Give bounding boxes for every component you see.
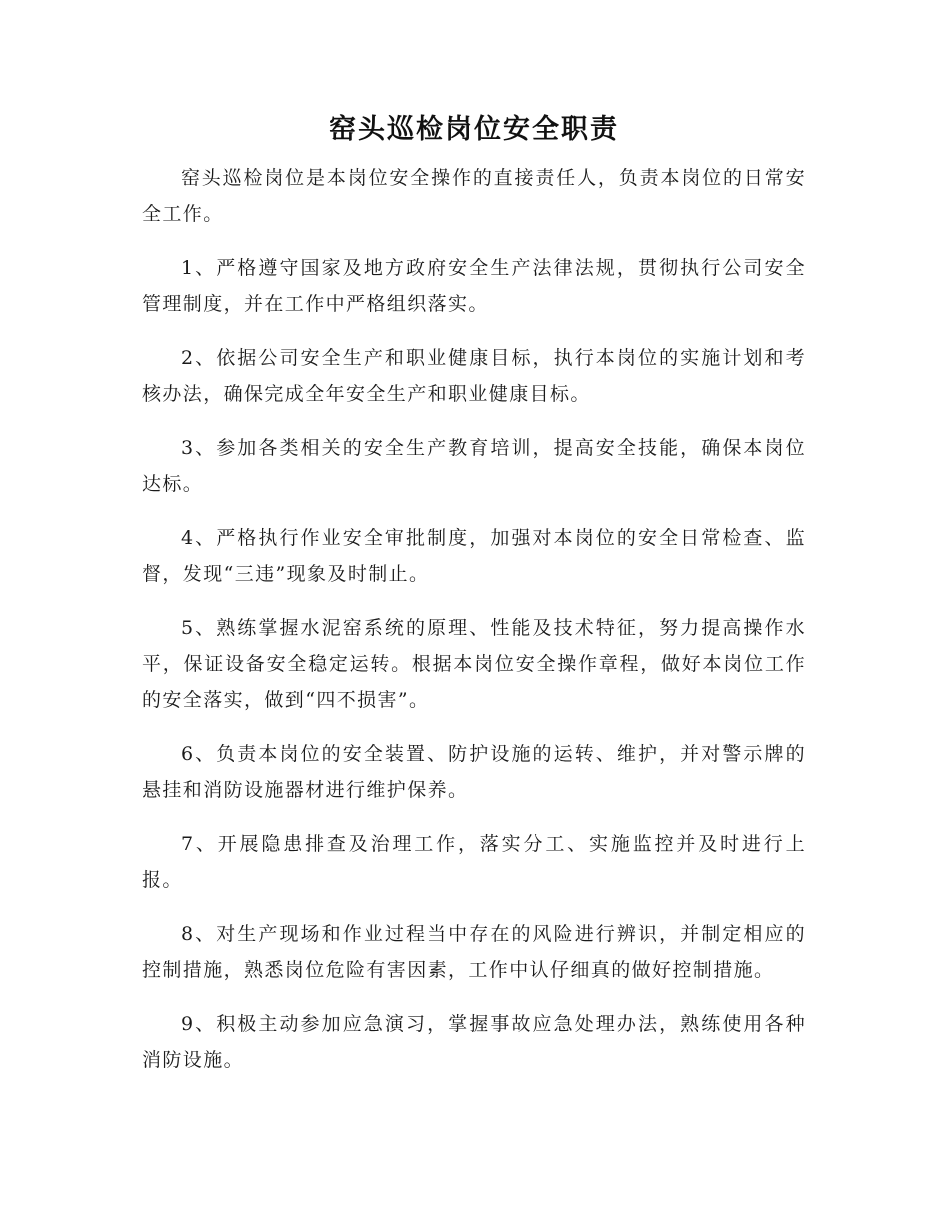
duty-item-8: 8、对生产现场和作业过程当中存在的风险进行辨识，并制定相应的控制措施，熟悉岗位危险有害因素，工作中认仔细真的做好控制措施。 — [142, 923, 806, 981]
duty-item-7: 7、开展隐患排查及治理工作，落实分工、实施监控并及时进行上报。 — [142, 833, 806, 891]
duty-item-5: 5、熟练掌握水泥窑系统的原理、性能及技术特征，努力提高操作水平，保证设备安全稳定运转。根据本岗位安全操作章程，做好本岗位工作的安全落实，做到“四不损害”。 — [142, 617, 806, 711]
duty-item-3: 3、参加各类相关的安全生产教育培训，提高安全技能，确保本岗位达标。 — [142, 437, 806, 495]
document-page — [142, 108, 806, 1096]
duty-item-4: 4、严格执行作业安全审批制度，加强对本岗位的安全日常检查、监督，发现“三违”现象及时制止。 — [142, 527, 806, 585]
duty-item-9: 9、积极主动参加应急演习，掌握事故应急处理办法，熟练使用各种消防设施。 — [142, 1013, 806, 1071]
duty-item-2: 2、依据公司安全生产和职业健康目标，执行本岗位的实施计划和考核办法，确保完成全年安全生产和职业健康目标。 — [142, 347, 806, 405]
duty-item-1: 1、严格遵守国家及地方政府安全生产法律法规，贯彻执行公司安全管理制度，并在工作中严格组织落实。 — [142, 257, 806, 315]
document-title: 窑头巡检岗位安全职责 — [329, 114, 619, 145]
duty-item-6: 6、负责本岗位的安全装置、防护设施的运转、维护，并对警示牌的悬挂和消防设施器材进行维护保养。 — [142, 743, 806, 801]
intro-paragraph: 窑头巡检岗位是本岗位安全操作的直接责任人，负责本岗位的日常安全工作。 — [142, 167, 806, 225]
